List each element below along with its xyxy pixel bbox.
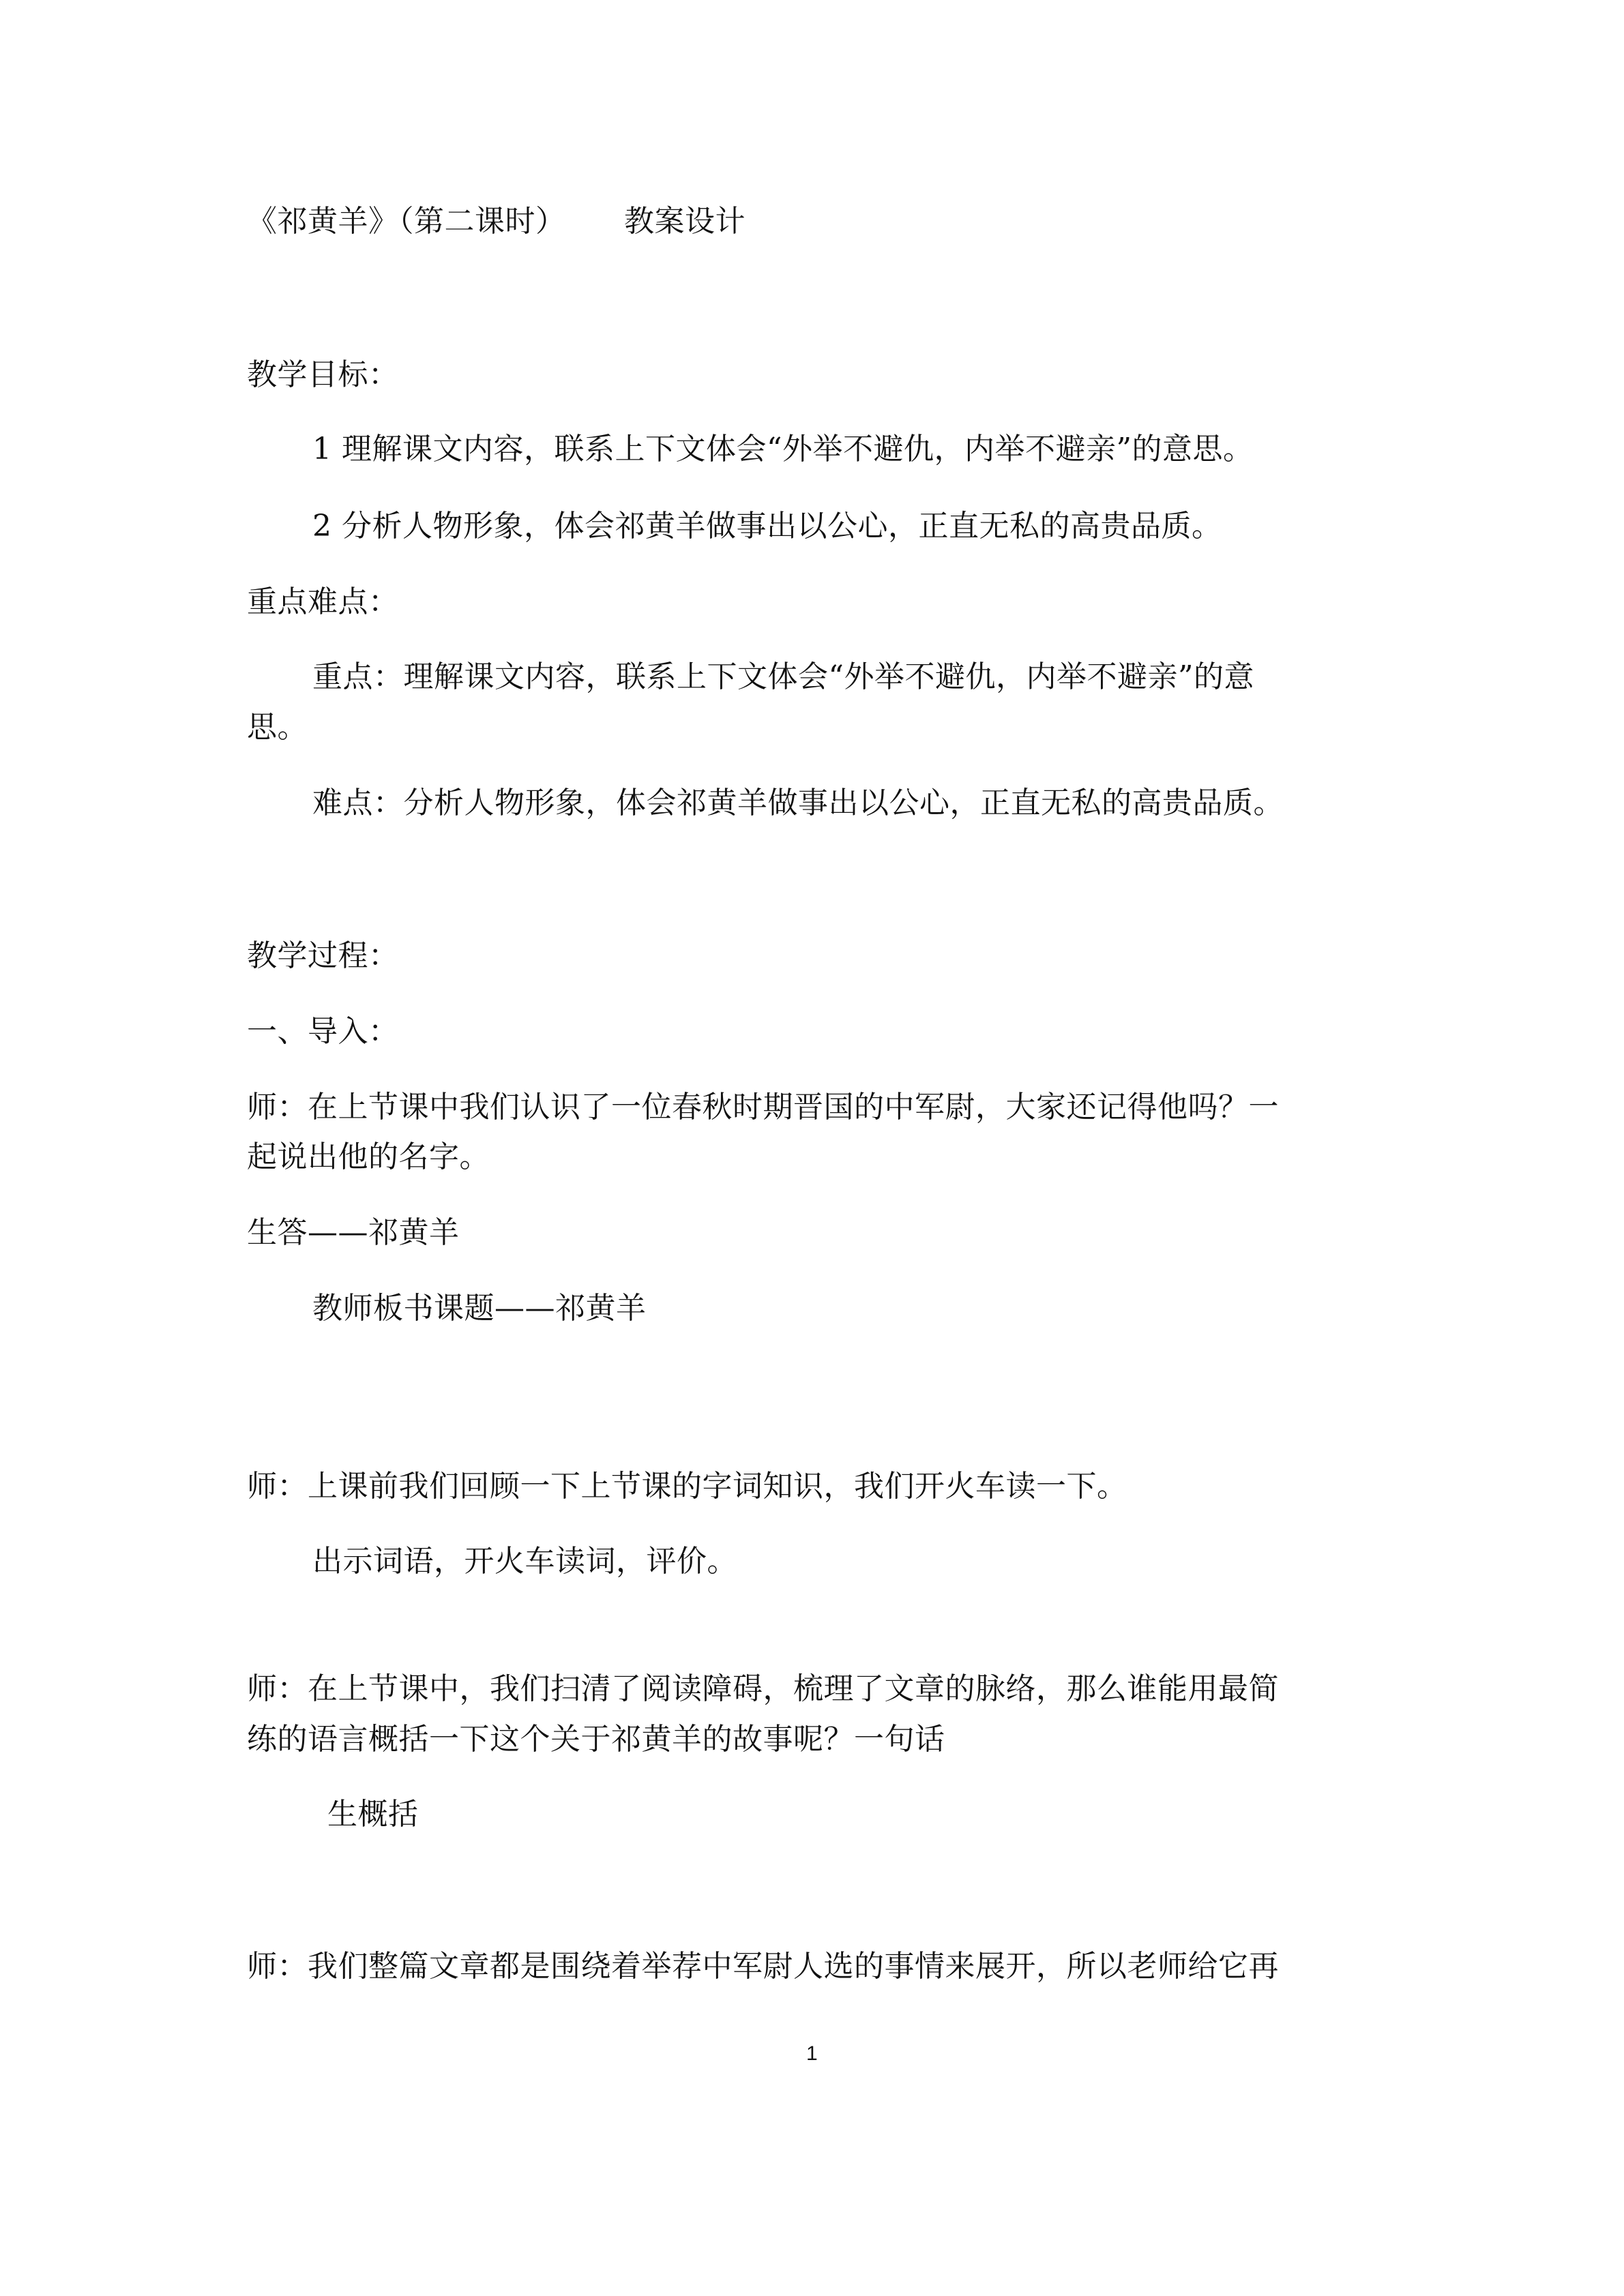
page-number: 1 [806, 2042, 818, 2065]
teacher-line: 师：在上节课中我们认识了一位春秋时期晋国的中军尉，大家还记得他吗？一 [247, 1090, 1279, 1124]
document-title-suffix: 教案设计 [624, 204, 745, 239]
show-words-note: 出示词语，开火车读词，评价。 [312, 1544, 737, 1579]
teacher-line: 练的语言概括一下这个关于祁黄羊的故事呢？一句话 [247, 1722, 945, 1757]
student-summary: 生概括 [327, 1797, 419, 1832]
intro-heading: 一、导入： [247, 1014, 399, 1049]
process-heading: 教学过程： [247, 938, 399, 973]
key-point-line: 重点：理解课文内容，联系上下文体会“外举不避仇，内举不避亲”的意 [312, 659, 1254, 694]
key-point-line: 思。 [247, 710, 308, 745]
objectives-heading: 教学目标： [247, 357, 399, 392]
teacher-line: 师：在上节课中，我们扫清了阅读障碍，梳理了文章的脉络，那么谁能用最简 [247, 1671, 1279, 1706]
objective-item: 2 分析人物形象，体会祁黄羊做事出以公心，正直无私的高贵品质。 [312, 509, 1222, 543]
difficulty-point: 难点：分析人物形象，体会祁黄羊做事出以公心，正直无私的高贵品质。 [312, 786, 1284, 820]
student-answer: 生答——祁黄羊 [247, 1215, 460, 1250]
teacher-line: 师：上课前我们回顾一下上节课的字词知识，我们开火车读一下。 [247, 1469, 1127, 1504]
teacher-line: 师：我们整篇文章都是围绕着举荐中军尉人选的事情来展开，所以老师给它再 [247, 1949, 1279, 1984]
board-note: 教师板书课题——祁黄羊 [312, 1291, 647, 1326]
teacher-line: 起说出他的名字。 [247, 1139, 490, 1174]
document-title: 《祁黄羊》（第二课时） [247, 204, 566, 239]
objective-item: 1 理解课文内容，联系上下文体会“外举不避仇，内举不避亲”的意思。 [312, 432, 1254, 466]
key-points-heading: 重点难点： [247, 584, 399, 619]
